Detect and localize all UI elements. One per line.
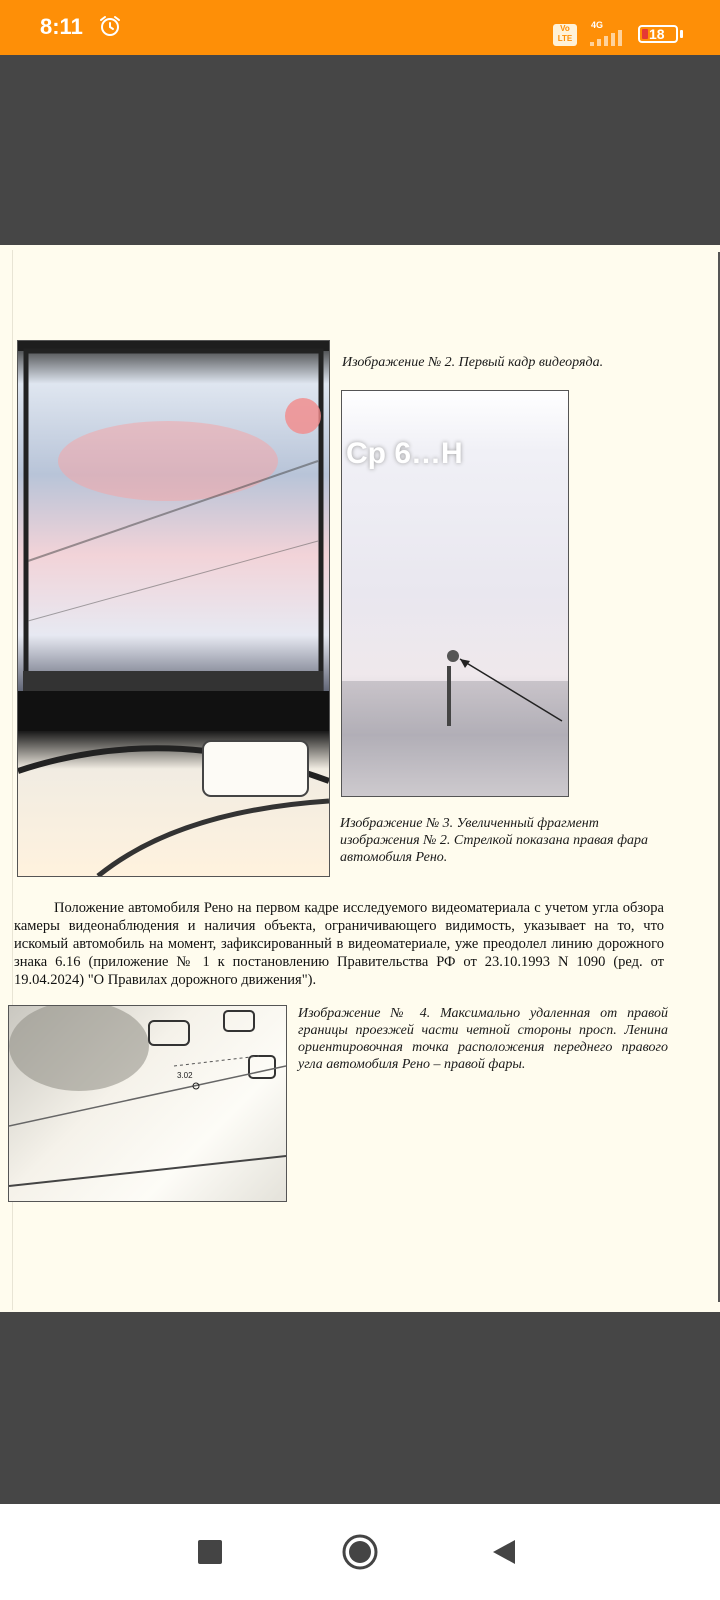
- video-overlay-text: Ср 6…Н: [346, 437, 463, 470]
- photo-aerial-map-art: [9, 1006, 286, 1201]
- photo-3-label: 3.02: [177, 1071, 193, 1080]
- back-icon: [485, 1532, 525, 1572]
- recents-button[interactable]: [170, 1504, 250, 1600]
- battery-level: 18: [649, 26, 665, 42]
- caption-image-4: Изображение № 4. Максимально удаленная от правой границы проезжей части четной стороны просп. Ленина ориентировочная точка расположения переднего правого угла автомобиля Рено – правой фары.: [298, 1006, 668, 1072]
- photo-aerial-map: [8, 1005, 287, 1202]
- navigation-bar: [0, 1504, 720, 1600]
- photo-first-frame-art: [18, 341, 329, 876]
- status-bar: [0, 0, 720, 55]
- network-type: 4G: [591, 20, 604, 30]
- caption-image-2: Изображение № 2. Первый кадр видеоряда.: [342, 355, 604, 370]
- photo-zoomed-fragment: [341, 390, 569, 797]
- volte-badge: Vo LTE: [553, 24, 577, 46]
- signal-icon: [590, 30, 624, 46]
- status-time: 8:11: [40, 14, 83, 39]
- arrow-pointer: [342, 391, 568, 796]
- body-paragraph: Положение автомобиля Рено на первом кадре исследуемого видеоматериала с учетом угла обзора камеры видеонаблюдения и наличия объекта, ограничивающего видимость, указывает на то, что искомый автомобиль на момент, зафиксированный в видеоматериале, уже преодолел линию дорожного знака 6.16 (приложение № 1 к постановлению Правительства РФ от 23.10.1993 N 1090 (ред. от 19.04.2024) "О Правилах дорожного движения").: [14, 900, 664, 988]
- home-button[interactable]: [320, 1504, 400, 1600]
- recents-icon: [190, 1532, 230, 1572]
- back-button[interactable]: [465, 1504, 545, 1600]
- battery-icon: [638, 25, 678, 43]
- battery-tip: [680, 30, 683, 38]
- photo-first-frame: [17, 340, 330, 877]
- battery-fill: [642, 29, 648, 39]
- home-icon: [340, 1532, 380, 1572]
- caption-image-3: Изображение № 3. Увеличенный фрагмент изображения № 2. Стрелкой показана правая фара автомобиля Рено.: [340, 816, 649, 865]
- alarm-icon: [98, 14, 122, 38]
